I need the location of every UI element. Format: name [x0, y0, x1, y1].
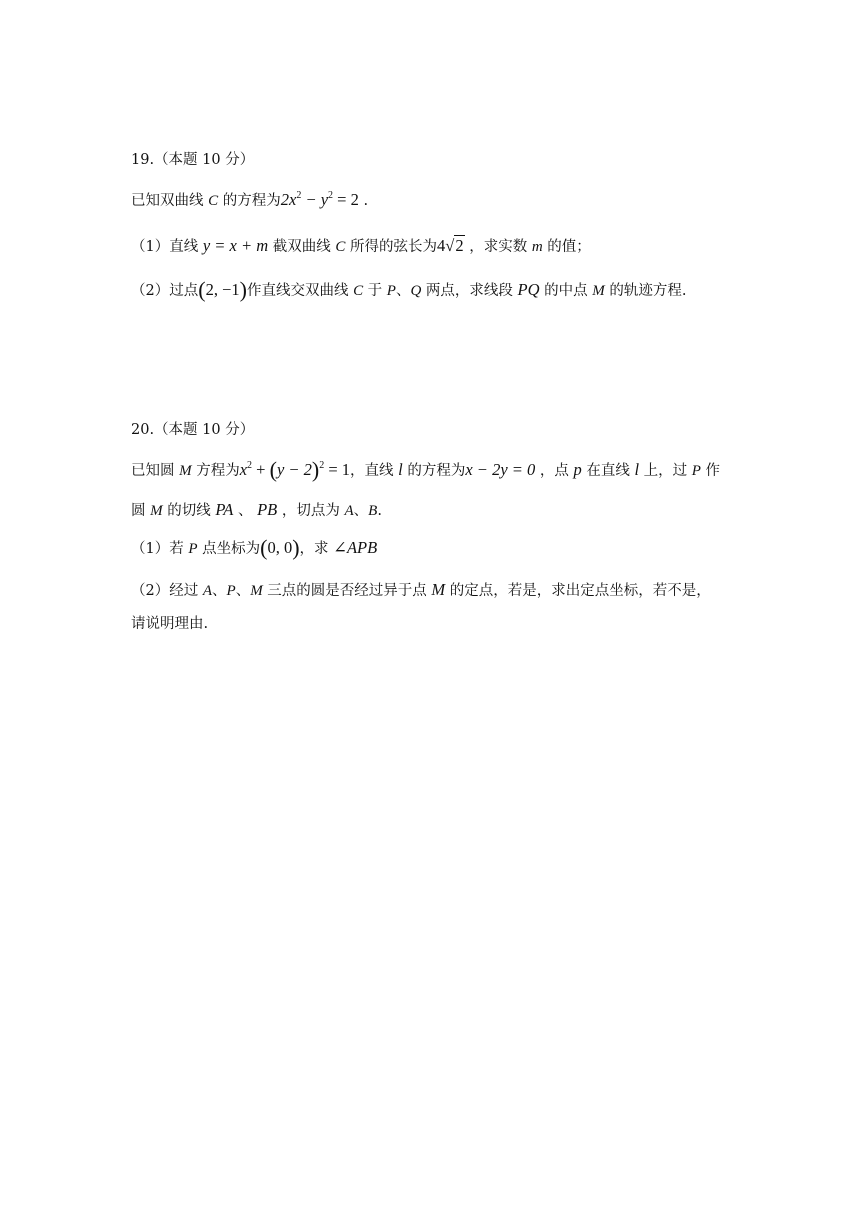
- q19-part2: （2）过点(2, −1)作直线交双曲线 C 于 P、Q 两点，求线段 PQ 的中点 M 的轨迹方程.: [131, 277, 687, 302]
- q20-circle-equation: $x^2 + (y - 2)^2 = 1$: [239, 457, 351, 482]
- q19-line-equation: y = x + m: [202, 236, 269, 255]
- q19-equation: $2x^2 - y^2 = 2$: [280, 190, 359, 209]
- q20-angle: ∠APB: [333, 538, 378, 557]
- q20-part2-line2: 请说明理由.: [131, 616, 209, 632]
- q20-point: (0, 0): [260, 535, 300, 560]
- q20-part1: （1）若 P 点坐标为(0, 0)，求 ∠APB: [131, 535, 378, 560]
- q19-chord-length: 4√2: [437, 236, 464, 255]
- q20-header: 20.（本题 10 分）: [131, 422, 255, 438]
- q20-part2: （2）经过 A、P、M 三点的圆是否经过异于点 M 的定点，若是，求出定点坐标，若不是，: [131, 580, 711, 599]
- q20-intro-line1: 已知圆 M 方程为$x^2 + (y - 2)^2 = 1$，直线 l 的方程为x − 2y = 0 ，点 p 在直线 l 上，过 P 作: [131, 457, 721, 482]
- q19-header: 19.（本题 10 分）: [131, 152, 255, 168]
- q20-intro-line2: 圆 M 的切线 PA 、 PB ，切点为 A、B.: [131, 500, 382, 519]
- q19-point: (2, −1): [198, 277, 247, 302]
- q20-line-equation: x − 2y = 0: [465, 460, 536, 479]
- q19-part1: （1）直线 y = x + m 截双曲线 C 所得的弦长为4√2 ，求实数 m 的值；: [131, 236, 591, 255]
- q19-intro: 已知双曲线 C 的方程为$2x^2 - y^2 = 2$ .: [131, 190, 369, 209]
